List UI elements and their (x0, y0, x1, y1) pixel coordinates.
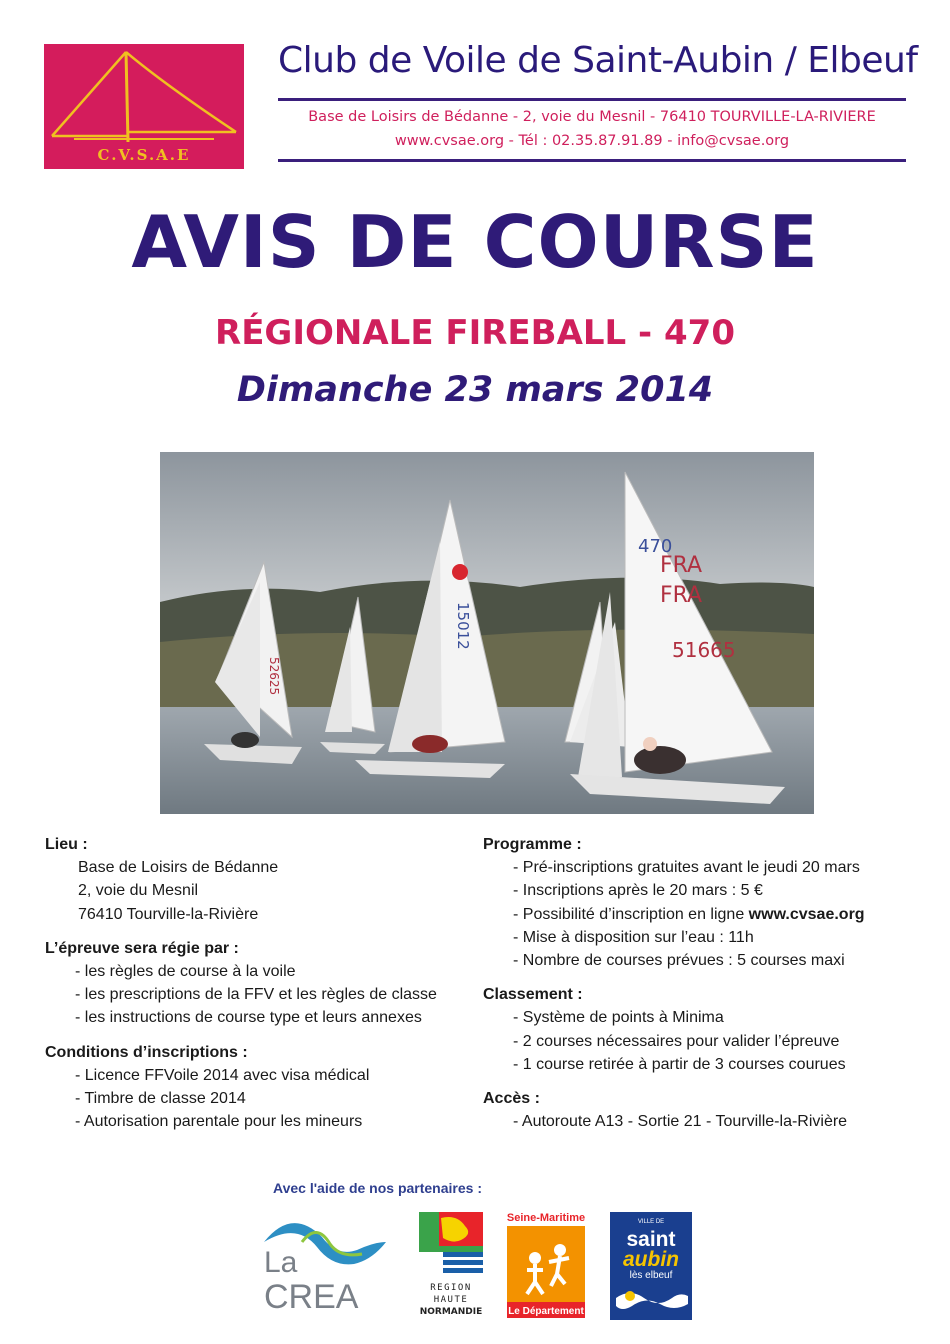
regatta-photo (160, 452, 814, 814)
regie-item: - les règles de course à la voile (75, 963, 296, 981)
region-haute-normandie-logo (417, 1210, 485, 1322)
lieu-heading: Lieu : (45, 836, 88, 853)
header-rule-bottom (278, 159, 906, 162)
regie-item: - les prescriptions de la FFV et les règles de classe (75, 986, 437, 1004)
region-line2: HAUTE (433, 1295, 469, 1305)
svg-text:52625: 52625 (267, 657, 281, 696)
online-registration-text: - Possibilité d’inscription en ligne (513, 905, 749, 923)
conditions-item: - Licence FFVoile 2014 avec visa médical (75, 1066, 370, 1084)
race-date: Dimanche 23 mars 2014 (236, 370, 714, 410)
seine-top: Seine-Maritime (506, 1212, 586, 1224)
svg-text:FRA: FRA (660, 583, 703, 608)
regie-item: - les instructions de course type et leurs annexes (75, 1009, 422, 1027)
acces-section (483, 1087, 923, 1133)
aubin-line3: lès elbeuf (629, 1270, 673, 1281)
crea-logo (262, 1212, 390, 1312)
club-logo (44, 44, 244, 169)
svg-text:15012: 15012 (454, 602, 472, 650)
classement-item: - Système de points à Minima (513, 1009, 724, 1027)
classement-item: - 1 course retirée à partir de 3 courses courues (513, 1055, 846, 1073)
logo-text: C.V.S.A.E (97, 146, 191, 164)
classement-heading: Classement : (483, 986, 583, 1004)
conditions-item: - Timbre de classe 2014 (75, 1090, 246, 1108)
aubin-top: VILLE DE (637, 1219, 665, 1225)
classement-item: - 2 courses nécessaires pour valider l’épreuve (513, 1032, 840, 1050)
race-subtitle: RÉGIONALE FIREBALL - 470 (215, 313, 735, 353)
lieu-section (45, 833, 465, 926)
crea-la: La (264, 1246, 298, 1279)
club-address: Base de Loisirs de Bédanne - 2, voie du Mesnil - 76410 TOURVILLE-LA-RIVIERE (308, 109, 876, 125)
club-name: Club de Voile de Saint-Aubin / Elbeuf (278, 40, 918, 81)
lieu-line: 76410 Tourville-la-Rivière (78, 905, 259, 923)
svg-text:FRA: FRA (660, 553, 703, 578)
seine-bottom: Le Département (508, 1306, 584, 1317)
region-line1: REGION (430, 1283, 472, 1293)
programme-item-online (483, 903, 923, 926)
header-rule-top (278, 98, 906, 101)
crea-name: CREA (264, 1278, 359, 1312)
logo-sailboat-icon (44, 44, 244, 169)
conditions-section (45, 1041, 465, 1134)
acces-heading: Accès : (483, 1090, 540, 1108)
aubin-line1: saint (626, 1228, 676, 1251)
lieu-line: 2, voie du Mesnil (78, 882, 199, 900)
programme-item: - Nombre de courses prévues : 5 courses maxi (513, 952, 845, 970)
programme-item: - Mise à disposition sur l’eau : 11h (513, 928, 754, 946)
website-link[interactable]: www.cvsae.org (748, 905, 865, 923)
programme-item: - Pré-inscriptions gratuites avant le jeudi 20 mars (513, 859, 860, 877)
svg-text:51665: 51665 (672, 638, 736, 662)
svg-text:470: 470 (638, 536, 673, 557)
regie-section (45, 937, 465, 1030)
main-title: AVIS DE COURSE (131, 200, 819, 284)
info-left-column (45, 833, 465, 1144)
region-line3: NORMANDIE (419, 1307, 483, 1317)
info-right-column (483, 833, 923, 1144)
classement-section (483, 983, 923, 1076)
partners-label: Avec l'aide de nos partenaires : (272, 1180, 482, 1196)
programme-section (483, 833, 923, 972)
conditions-item: - Autorisation parentale pour les mineurs (75, 1113, 363, 1131)
programme-heading: Programme : (483, 836, 582, 853)
acces-item: - Autoroute A13 - Sortie 21 - Tourville-la-Rivière (513, 1113, 848, 1131)
club-contact: www.cvsae.org - Tél : 02.35.87.91.89 - info@cvsae.org (394, 133, 790, 149)
lieu-line: Base de Loisirs de Bédanne (78, 859, 279, 877)
regie-heading: L’épreuve sera régie par : (45, 939, 239, 957)
saint-aubin-logo (610, 1212, 692, 1320)
aubin-line2: aubin (623, 1248, 679, 1271)
programme-item: - Inscriptions après le 20 mars : 5 € (513, 882, 763, 900)
seine-maritime-logo (505, 1210, 587, 1320)
conditions-heading: Conditions d’inscriptions : (45, 1043, 248, 1061)
